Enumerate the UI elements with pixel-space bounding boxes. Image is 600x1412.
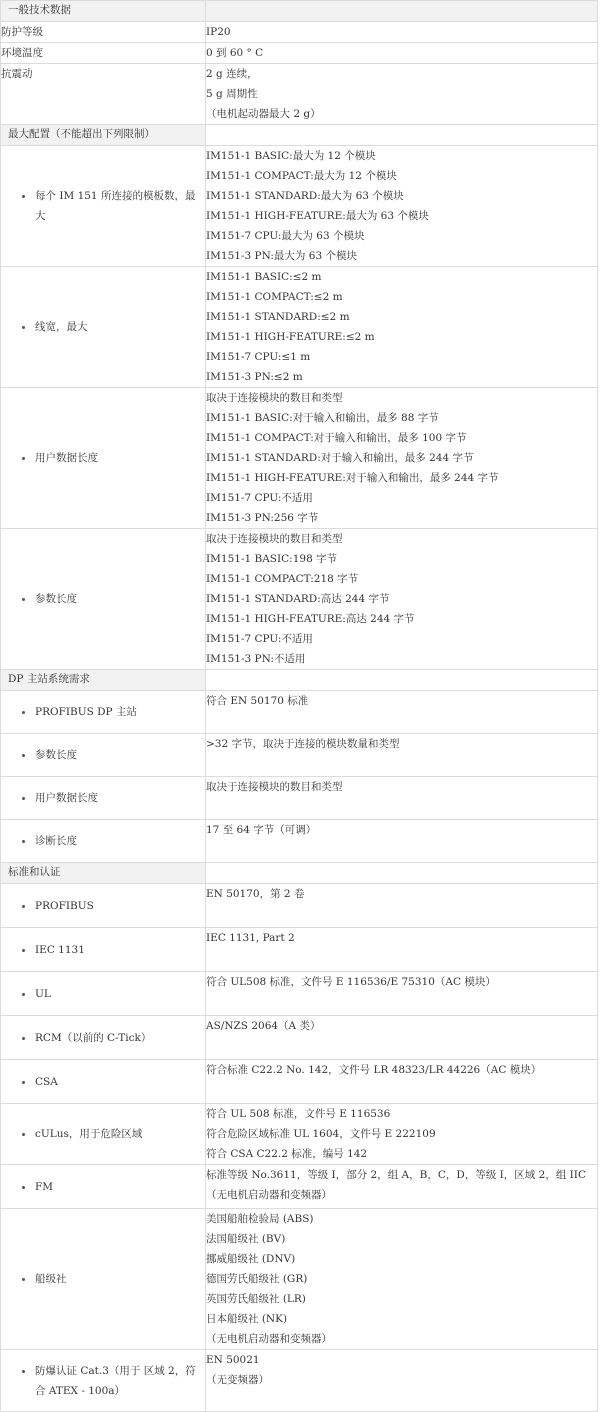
spec-label: 诊断长度 [1, 831, 205, 851]
spec-value-line: EN 50021 [206, 1354, 260, 1366]
spec-value-line: 法国船级社 (BV) [206, 1233, 286, 1245]
spec-value-line: 英国劳氏船级社 (LR) [206, 1293, 306, 1305]
spec-value-line: IM151-1 HIGH-FEATURE:高达 244 字节 [206, 613, 415, 625]
section-title: 一般技术数据 [1, 1, 206, 22]
spec-label: 防爆认证 Cat.3（用于 区域 2，符合 ATEX - 100a） [1, 1361, 205, 1401]
table-row [1, 734, 598, 777]
spec-value-line: IM151-1 STANDARD:对于输入和输出，最多 244 字节 [206, 452, 474, 464]
table-row [1, 972, 598, 1016]
spec-value-line: 2 g 连续， [206, 68, 258, 80]
table-row [1, 388, 598, 529]
section-header [1, 863, 598, 884]
spec-value-line: IM151-1 BASIC:最大为 12 个模块 [206, 150, 376, 162]
table-row [1, 1350, 598, 1412]
section-header [1, 670, 598, 691]
spec-value-cell [206, 1165, 598, 1209]
spec-value-line: IM151-1 STANDARD:≤2 m [206, 311, 350, 323]
spec-value-line: EN 50170，第 2 卷 [206, 888, 305, 900]
spec-label-cell [1, 884, 206, 928]
spec-label-cell [1, 22, 206, 43]
spec-value-line: 符合标准 C22.2 No. 142，文件号 LR 48323/LR 44226（AC 模块） [206, 1064, 542, 1076]
spec-value-cell [206, 64, 598, 125]
spec-value-cell [206, 146, 598, 267]
spec-value-cell [206, 388, 598, 529]
spec-value-line: IM151-1 COMPACT:≤2 m [206, 291, 343, 303]
spec-value-line: 挪威船级社 (DNV) [206, 1253, 296, 1265]
spec-label-cell [1, 928, 206, 972]
spec-value-line: （电机起动器最大 2 g） [206, 108, 321, 120]
spec-value-cell [206, 267, 598, 388]
spec-value-cell [206, 1104, 598, 1165]
spec-label: 环境温度 [1, 47, 43, 59]
spec-value-cell [206, 43, 598, 64]
table-row [1, 1060, 598, 1104]
table-row [1, 928, 598, 972]
table-row [1, 1104, 598, 1165]
spec-value-line: IEC 1131, Part 2 [206, 932, 295, 944]
spec-value-line: （无电机启动器和变频器） [206, 1333, 332, 1345]
spec-value-line: IM151-1 COMPACT:218 字节 [206, 573, 359, 585]
spec-value-line: IM151-1 HIGH-FEATURE:最大为 63 个模块 [206, 210, 429, 222]
spec-value-line: 5 g 周期性 [206, 88, 258, 100]
spec-label-cell [1, 734, 206, 777]
table-row [1, 820, 598, 863]
spec-label: 抗震动 [1, 68, 33, 80]
spec-label-cell [1, 1165, 206, 1209]
spec-label-cell [1, 388, 206, 529]
spec-value-line: IM151-3 PN:不适用 [206, 653, 306, 665]
spec-value-line: 德国劳氏船级社 (GR) [206, 1273, 308, 1285]
spec-value-cell [206, 820, 598, 863]
spec-value-line: IP20 [206, 26, 231, 38]
spec-label-cell [1, 43, 206, 64]
spec-label-cell [1, 820, 206, 863]
spec-value-line: 标准等级 No.3611，等级 I，部分 2，组 A，B，C，D，等级 I，区域 2，组 IIC（无电机启动器和变频器） [206, 1169, 586, 1201]
spec-value-cell [206, 884, 598, 928]
spec-value-line: 符合 UL508 标准，文件号 E 116536/E 75310（AC 模块） [206, 976, 496, 988]
spec-value-line: 取决于连接模块的数目和类型 [206, 392, 343, 404]
spec-value-cell [206, 1060, 598, 1104]
spec-label-cell [1, 1104, 206, 1165]
spec-label: PROFIBUS DP 主站 [1, 702, 205, 722]
spec-label-cell [1, 267, 206, 388]
spec-value-cell [206, 1209, 598, 1350]
spec-value-cell [206, 928, 598, 972]
spec-value-line: >32 字节，取决于连接的模块数量和类型 [206, 738, 400, 750]
spec-label-cell [1, 777, 206, 820]
spec-value-line: IM151-1 COMPACT:对于输入和输出，最多 100 字节 [206, 432, 467, 444]
spec-label: 每个 IM 151 所连接的模板数，最大 [1, 186, 205, 226]
spec-value-line: IM151-1 HIGH-FEATURE:对于输入和输出，最多 244 字节 [206, 472, 499, 484]
spec-value-line: 日本船级社 (NK) [206, 1313, 288, 1325]
spec-value-line: IM151-1 COMPACT:最大为 12 个模块 [206, 170, 397, 182]
table-row [1, 884, 598, 928]
table-row [1, 267, 598, 388]
spec-value-cell [206, 22, 598, 43]
spec-value-cell [206, 972, 598, 1016]
table-row [1, 529, 598, 670]
spec-label-cell [1, 691, 206, 734]
table-row [1, 777, 598, 820]
spec-label-cell [1, 1350, 206, 1412]
spec-value-line: 符合 CSA C22.2 标准，编号 142 [206, 1148, 368, 1160]
spec-label: 船级社 [1, 1269, 205, 1289]
spec-value-line: IM151-1 STANDARD:高达 244 字节 [206, 593, 390, 605]
spec-value-cell [206, 777, 598, 820]
spec-value-line: IM151-1 BASIC:≤2 m [206, 271, 322, 283]
spec-value-line: IM151-3 PN:≤2 m [206, 371, 303, 383]
spec-value-line: 0 到 60 ° C [206, 47, 264, 59]
spec-value-cell [206, 734, 598, 777]
spec-label: FM [1, 1177, 205, 1197]
spec-label: 线宽，最大 [1, 317, 205, 337]
spec-label-cell [1, 972, 206, 1016]
spec-value-line: 取决于连接模块的数目和类型 [206, 781, 343, 793]
table-row [1, 146, 598, 267]
section-spacer [206, 1, 598, 22]
spec-value-line: IM151-3 PN:最大为 63 个模块 [206, 250, 357, 262]
table-row [1, 64, 598, 125]
spec-value-line: IM151-7 CPU:不适用 [206, 492, 313, 504]
spec-label: UL [1, 984, 205, 1004]
spec-value-line: AS/NZS 2064（A 类） [206, 1020, 321, 1032]
spec-label-cell [1, 1016, 206, 1060]
table-row [1, 1165, 598, 1209]
spec-label: 参数长度 [1, 589, 205, 609]
spec-value-cell [206, 691, 598, 734]
spec-value-line: IM151-1 BASIC:198 字节 [206, 553, 338, 565]
spec-value-line: 美国船舶检验局 (ABS) [206, 1213, 314, 1225]
spec-label: 防护等级 [1, 26, 43, 38]
section-spacer [206, 670, 598, 691]
spec-table-body [1, 1, 598, 1412]
spec-label-cell [1, 146, 206, 267]
spec-value-line: （无变频器） [206, 1374, 269, 1386]
spec-label: cULus，用于危险区域 [1, 1124, 205, 1144]
table-row [1, 1016, 598, 1060]
spec-value-line: IM151-1 STANDARD:最大为 63 个模块 [206, 190, 404, 202]
spec-value-cell [206, 1350, 598, 1412]
table-row [1, 1209, 598, 1350]
spec-label-cell [1, 64, 206, 125]
spec-value-line: 取决于连接模块的数目和类型 [206, 533, 343, 545]
spec-value-cell [206, 1016, 598, 1060]
table-row [1, 43, 598, 64]
spec-value-line: IM151-1 BASIC:对于输入和输出，最多 88 字节 [206, 412, 439, 424]
spec-label: CSA [1, 1072, 205, 1092]
spec-value-line: IM151-7 CPU:≤1 m [206, 351, 311, 363]
section-title: 最大配置（不能超出下列限制） [1, 125, 206, 146]
spec-label: 用户数据长度 [1, 788, 205, 808]
spec-value-line: IM151-7 CPU:最大为 63 个模块 [206, 230, 365, 242]
section-spacer [206, 863, 598, 884]
section-title: DP 主站系统需求 [1, 670, 206, 691]
table-row [1, 22, 598, 43]
spec-label: PROFIBUS [1, 896, 205, 916]
spec-label: IEC 1131 [1, 940, 205, 960]
spec-label-cell [1, 1209, 206, 1350]
table-row [1, 691, 598, 734]
spec-value-line: 符合危险区域标准 UL 1604，文件号 E 222109 [206, 1128, 436, 1140]
spec-value-line: IM151-1 HIGH-FEATURE:≤2 m [206, 331, 375, 343]
spec-value-line: 符合 EN 50170 标准 [206, 695, 309, 707]
section-title: 标准和认证 [1, 863, 206, 884]
spec-value-line: IM151-3 PN:256 字节 [206, 512, 319, 524]
section-header [1, 1, 598, 22]
spec-label: 用户数据长度 [1, 448, 205, 468]
spec-value-line: 符合 UL 508 标准，文件号 E 116536 [206, 1108, 391, 1120]
spec-label: 参数长度 [1, 745, 205, 765]
spec-label-cell [1, 529, 206, 670]
spec-value-line: IM151-7 CPU:不适用 [206, 633, 313, 645]
section-header [1, 125, 598, 146]
spec-value-line: 17 至 64 字节（可调） [206, 824, 317, 836]
spec-label: RCM（以前的 C-Tick） [1, 1028, 205, 1048]
spec-value-cell [206, 529, 598, 670]
spec-label-cell [1, 1060, 206, 1104]
section-spacer [206, 125, 598, 146]
